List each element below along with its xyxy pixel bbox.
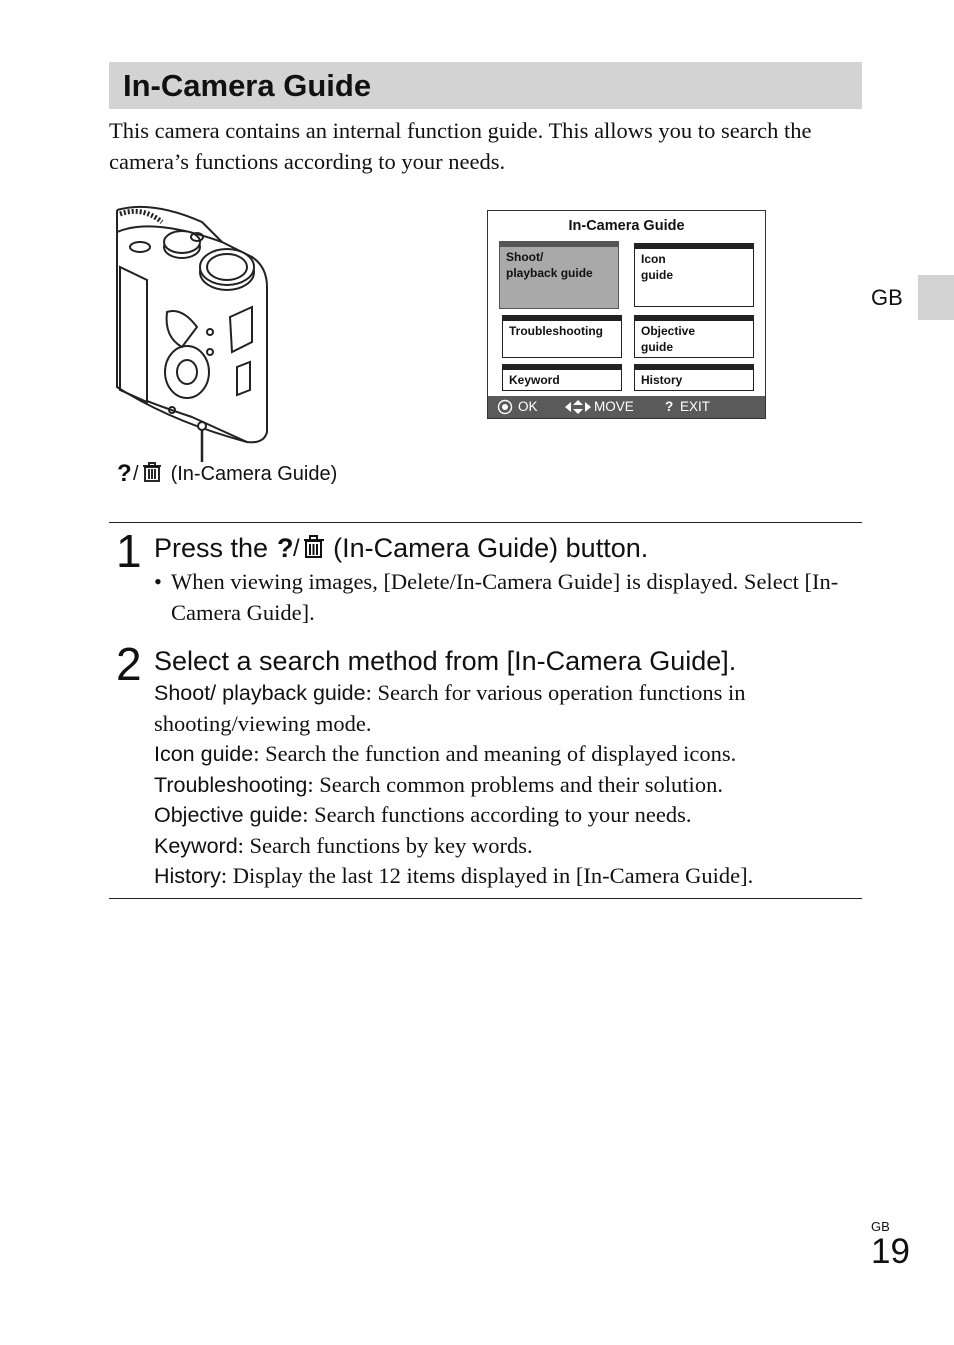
lcd-guide-bar	[488, 396, 765, 418]
move-arrows-icon	[564, 399, 592, 415]
term-history: History	[154, 864, 221, 888]
lcd-help-icon: ?	[665, 399, 674, 414]
svg-text:/: /	[292, 535, 300, 560]
lcd-item-icon-guide[interactable]: Icon guide	[634, 243, 754, 307]
lcd-title: In-Camera Guide	[568, 218, 685, 234]
lcd-item-keyword[interactable]: Keyword	[502, 364, 622, 391]
step-rule-bottom	[109, 898, 862, 899]
side-tab-label: GB	[871, 285, 903, 310]
step-1-heading-post: (In-Camera Guide) button.	[333, 533, 649, 563]
lcd-item-history[interactable]: History	[634, 364, 754, 391]
step-1-heading-pre: Press the	[154, 533, 269, 563]
lcd-move-label: MOVE	[594, 399, 634, 414]
intro-paragraph: This camera contains an internal function guide. This allows you to search the camera’s functions according to your needs.	[109, 118, 812, 174]
svg-text:?: ?	[276, 534, 294, 560]
svg-text:/: /	[133, 463, 139, 483]
lcd-item-troubleshooting[interactable]: Troubleshooting	[502, 315, 622, 358]
term-shoot-playback-guide: Shoot/ playback guide	[154, 681, 366, 705]
help-trash-icon	[117, 461, 165, 483]
desc-objective-guide: : Search functions according to your needs.	[302, 802, 692, 827]
list-item	[154, 831, 854, 862]
step-2-heading: Select a search method from [In-Camera Guide].	[154, 646, 737, 676]
camera-caption-text: (In-Camera Guide)	[170, 463, 338, 485]
step-1-bullet	[154, 566, 854, 628]
side-tab-marker	[918, 275, 954, 320]
desc-icon-guide: : Search the function and meaning of displayed icons.	[253, 741, 737, 766]
desc-troubleshooting: : Search common problems and their solution.	[307, 771, 723, 797]
term-objective-guide: Objective guide	[154, 803, 303, 827]
lcd-item-shoot-playback[interactable]: Shoot/ playback guide	[499, 241, 619, 309]
term-keyword: Keyword	[154, 833, 238, 858]
help-trash-icon	[276, 534, 326, 560]
term-icon-guide: Icon guide	[154, 742, 254, 766]
page-region-label: GB	[871, 1219, 890, 1234]
step-1-bullet-text: When viewing images, [Delete/In-Camera Guide] is displayed. Select [In-Camera Guide].	[171, 569, 839, 625]
list-item	[154, 739, 854, 770]
list-item	[154, 800, 854, 831]
desc-shoot-playback-guide: : Search for various operation functions in shooting/viewing mode.	[154, 680, 746, 736]
list-item	[154, 678, 854, 739]
search-method-list	[154, 678, 854, 892]
svg-text:?: ?	[117, 461, 132, 483]
step-number-1: 1	[116, 525, 142, 577]
camera-illustration	[112, 192, 282, 462]
list-item	[154, 770, 854, 801]
lcd-exit-label: EXIT	[680, 399, 711, 414]
lcd-item-objective-guide[interactable]: Objective guide	[634, 315, 754, 358]
desc-keyword: : Search functions by key words.	[237, 832, 533, 858]
lcd-ok-label: OK	[518, 399, 538, 414]
control-wheel-icon	[497, 399, 513, 415]
step-1-heading	[154, 533, 648, 564]
section-title-bar	[109, 62, 862, 109]
step-rule-top	[109, 522, 862, 523]
camera-caption	[117, 461, 337, 486]
step-number-2: 2	[116, 638, 142, 690]
term-troubleshooting: Troubleshooting	[154, 772, 308, 797]
bullet-mark: •	[154, 569, 162, 594]
page-title: In-Camera Guide	[123, 68, 372, 103]
list-item	[154, 861, 854, 892]
desc-history: : Display the last 12 items displayed in [In-Camera Guide].	[220, 863, 754, 888]
page-number: 19	[871, 1232, 910, 1271]
lcd-screen	[487, 210, 766, 419]
